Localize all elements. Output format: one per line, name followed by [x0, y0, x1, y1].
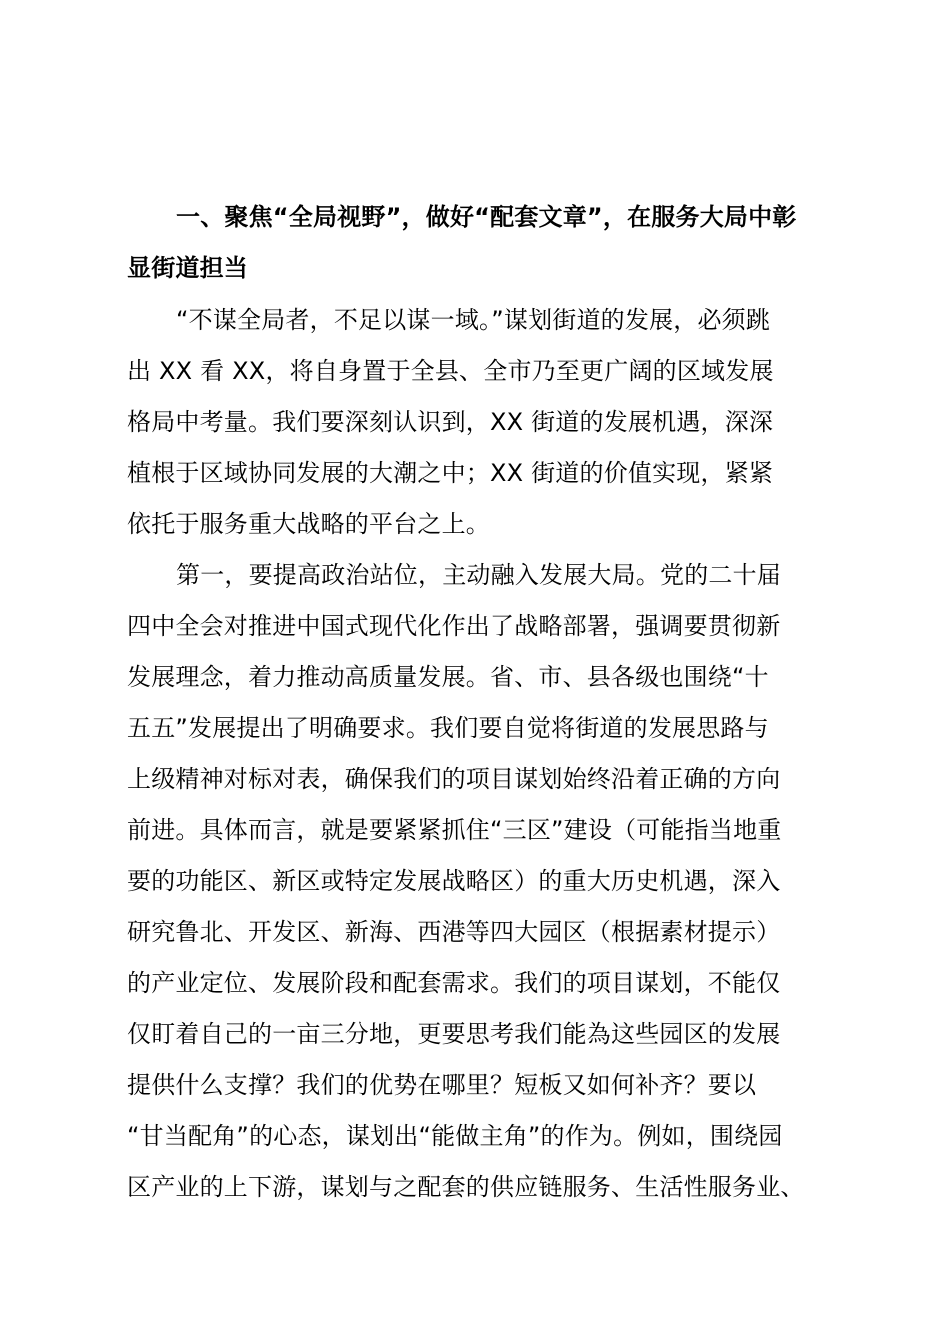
paragraph-line: 发展理念，着力推动高质量发展。省、市、县各级也围绕“十 [127, 663, 769, 691]
heading-line: 显街道担当 [127, 254, 248, 282]
paragraph-line: 要的功能区、新区或特定发展战略区）的重大历史机遇，深入 [127, 867, 781, 895]
paragraph-line: 四中全会对推进中国式现代化作出了战略部署，强调要贯彻新 [127, 612, 781, 640]
paragraph-line: 仅盯着自己的一亩三分地，更要思考我们能為这些园区的发展 [127, 1020, 781, 1048]
paragraph-line: 植根于区域协同发展的大潮之中；XX 街道的价值实现，紧紧 [127, 459, 774, 487]
paragraph-line: 前进。具体而言，就是要紧紧抓住“三区”建设（可能指当地重 [127, 816, 782, 844]
paragraph-line: 出 XX 看 XX，将自身置于全县、全市乃至更广阔的区域发展 [127, 357, 774, 385]
paragraph-line: 研究鲁北、开发区、新海、西港等四大园区（根据素材提示） [127, 918, 781, 946]
paragraph-intro [127, 295, 817, 550]
paragraph-line: 五五”发展提出了明确要求。我们要自觉将街道的发展思路与 [127, 714, 769, 742]
section-heading [127, 192, 817, 294]
paragraph-line: 的产业定位、发展阶段和配套需求。我们的项目谋划，不能仅 [127, 969, 781, 997]
paragraph-line: 格局中考量。我们要深刻认识到，XX 街道的发展机遇，深深 [127, 408, 774, 436]
paragraph-line: 提供什么支撑？我们的优势在哪里？短板又如何补齐？要以 [127, 1071, 757, 1099]
document-body [127, 192, 817, 1213]
paragraph-first-point [127, 550, 817, 1213]
paragraph-line: 上级精神对标对表，确保我们的项目谋划始终沿着正确的方向 [127, 765, 781, 793]
paragraph-line: 区产业的上下游，谋划与之配套的供应链服务、生活性服务业、 [127, 1173, 805, 1201]
paragraph-line: “不谋全局者，不足以谋一域。”谋划街道的发展，必须跳 [176, 306, 771, 334]
heading-line: 一、聚焦“全局视野”，做好“配套文章”，在服务大局中彰 [176, 203, 797, 231]
paragraph-line: 依托于服务重大战略的平台之上。 [127, 510, 490, 538]
paragraph-line: “甘当配角”的心态，谋划出“能做主角”的作为。例如，围绕园 [127, 1122, 783, 1150]
paragraph-line: 第一，要提高政治站位，主动融入发展大局。党的二十届 [176, 561, 781, 589]
